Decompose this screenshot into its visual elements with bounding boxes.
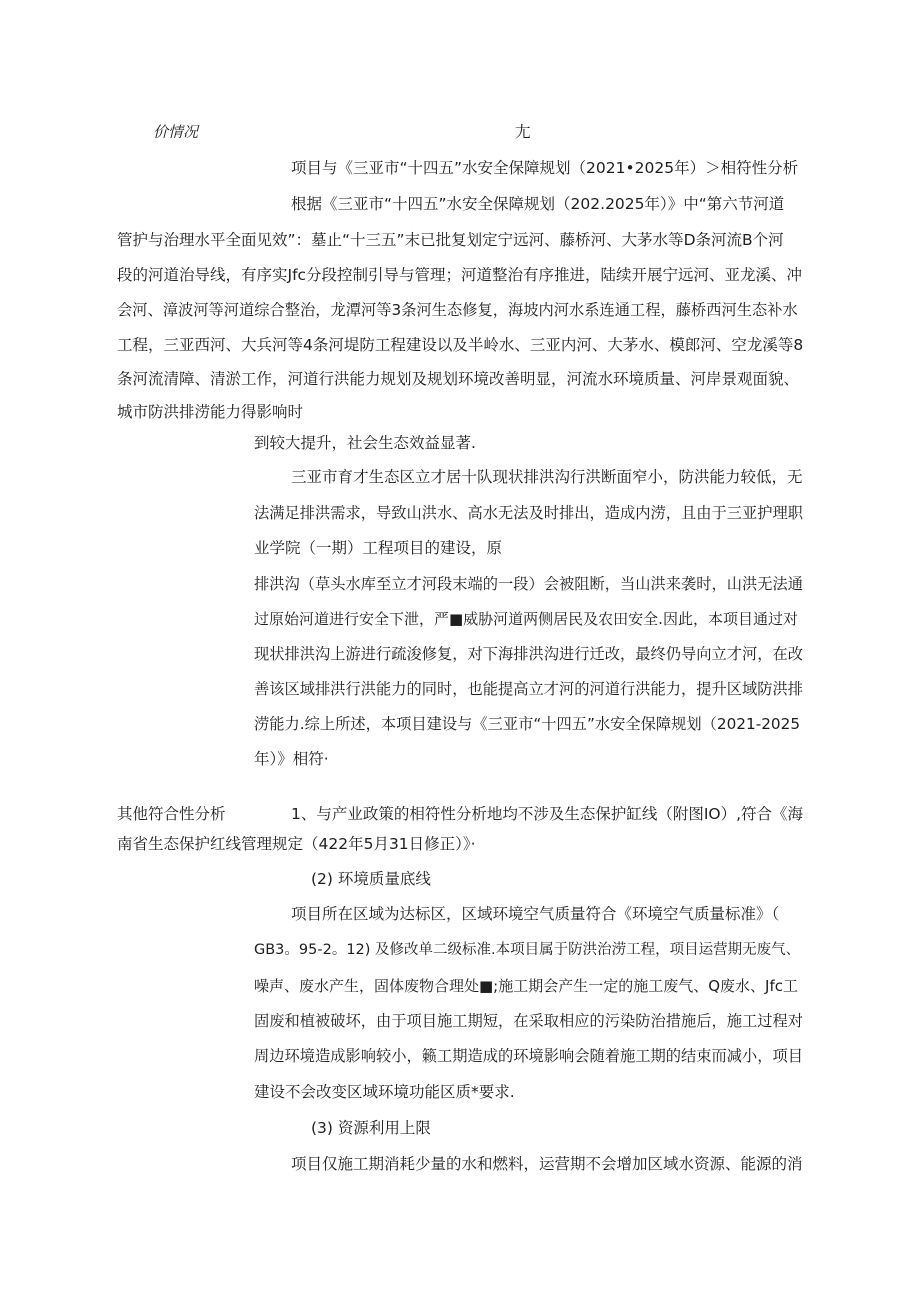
paragraph-line: 会河、漳波河等河道综合整治，龙潭河等3条河生态修复，海坡内河水系连通工程，藤桥西河生态补水 — [117, 301, 798, 319]
paragraph-line: 业学院（一期）工程项目的建设，原 — [254, 539, 503, 557]
paragraph-line: 年）》相符· — [254, 750, 329, 768]
paragraph-line: 三亚市育才生态区立才居十队现状排洪沟行洪断面窄小，防洪能力较低，无 — [291, 468, 803, 486]
paragraph-line: 建设不会改变区域环境功能区质*要求. — [254, 1083, 515, 1101]
paragraph-line: 过原始河道进行安全下泄，严■威胁河道两侧居民及农田安全.因此，本项目通过对 — [254, 610, 798, 628]
section-title-water-plan: 项目与《三亚市“十四五”水安全保障规划（2021•2025年）＞相符性分析 — [291, 159, 799, 177]
paragraph-line: 城市防洪排涝能力得影响时 — [117, 403, 304, 421]
paragraph-line: 1、与产业政策的相符性分析地均不涉及生态保护缸线（附图IO）,符合《海 — [291, 805, 804, 823]
paragraph-line: 管护与治理水平全面见效”：墓止“十三五”末已批复划定宁远河、藤桥河、大茅水等D条河流B个河 — [117, 231, 784, 249]
paragraph-line: 项目所在区域为达标区，区域环境空气质量符合《环境空气质量标准》（ — [291, 905, 780, 923]
subsection-title-env-quality: (2) 环境质量底线 — [311, 870, 431, 888]
paragraph-line: 现状排洪沟上游进行疏浚修复，对下海排洪沟进行迁改，最终仍导向立才河，在改 — [254, 645, 803, 663]
paragraph-line: GB3。95-2。12) 及修改单二级标准.本项目属于防洪治涝工程，项目运营期无废气、 — [254, 942, 801, 958]
subsection-title-resource-limit: (3) 资源利用上限 — [311, 1119, 431, 1137]
paragraph-line: 涝能力.综上所述，本项目建设与《三亚市“十四五”水安全保障规划（2021-2025 — [254, 715, 801, 733]
paragraph-line: 法满足排洪需求，导致山洪水、高水无法及时排出，造成内涝，且由于三亚护理职 — [254, 504, 803, 522]
paragraph-line: 工程，三亚西河、大兵河等4条河堤防工程建设以及半岭水、三亚内河、大茅水、模郎河、空龙溪等8 — [117, 336, 804, 354]
paragraph-line: 固废和植被破坏，由于项目施工期短，在采取相应的污染防治措施后，施工过程对 — [254, 1012, 803, 1030]
header-mark: 尢 — [515, 123, 531, 141]
paragraph-line: 条河流清障、清淤工作，河道行洪能力规划及规划环境改善明显，河流水环境质量、河岸景观面貌、 — [117, 370, 800, 388]
section-label-other-compliance: 其他符合性分析 — [117, 805, 226, 823]
paragraph-line: 段的河道治导线，有序实Jfc分段控制引导与管理；河道整治有序推进，陆续开展宁远河、亚龙溪、冲 — [117, 266, 803, 284]
table-label-evaluation: 价情况 — [153, 123, 199, 141]
paragraph-line: 项目仅施工期消耗少量的水和燃料，运营期不会增加区域水资源、能源的消 — [291, 1155, 803, 1173]
paragraph-line: 善该区域排洪行洪能力的同时，也能提高立才河的河道行洪能力，提升区域防洪排 — [254, 680, 803, 698]
paragraph-line: 到较大提升，社会生态效益显著. — [254, 434, 476, 452]
paragraph-line: 噪声、废水产生，固体废物合理处■;施工期会产生一定的施工废气、Q废水、Jfc工 — [254, 977, 798, 995]
paragraph-line: 排洪沟（草头水库至立才河段末端的一段）会被阻断，当山洪来袭时，山洪无法通 — [254, 575, 803, 593]
paragraph-line: 周边环境造成影响较小，籁工期造成的环境影响会随着施工期的结束而减小，项目 — [254, 1047, 803, 1065]
paragraph-line: 南省生态保护红线管理规定（422年5月31日修正）》· — [117, 835, 476, 853]
paragraph-line: 根据《三亚市“十四五”水安全保障规划（202.2025年）》中“第六节河道 — [291, 195, 785, 213]
